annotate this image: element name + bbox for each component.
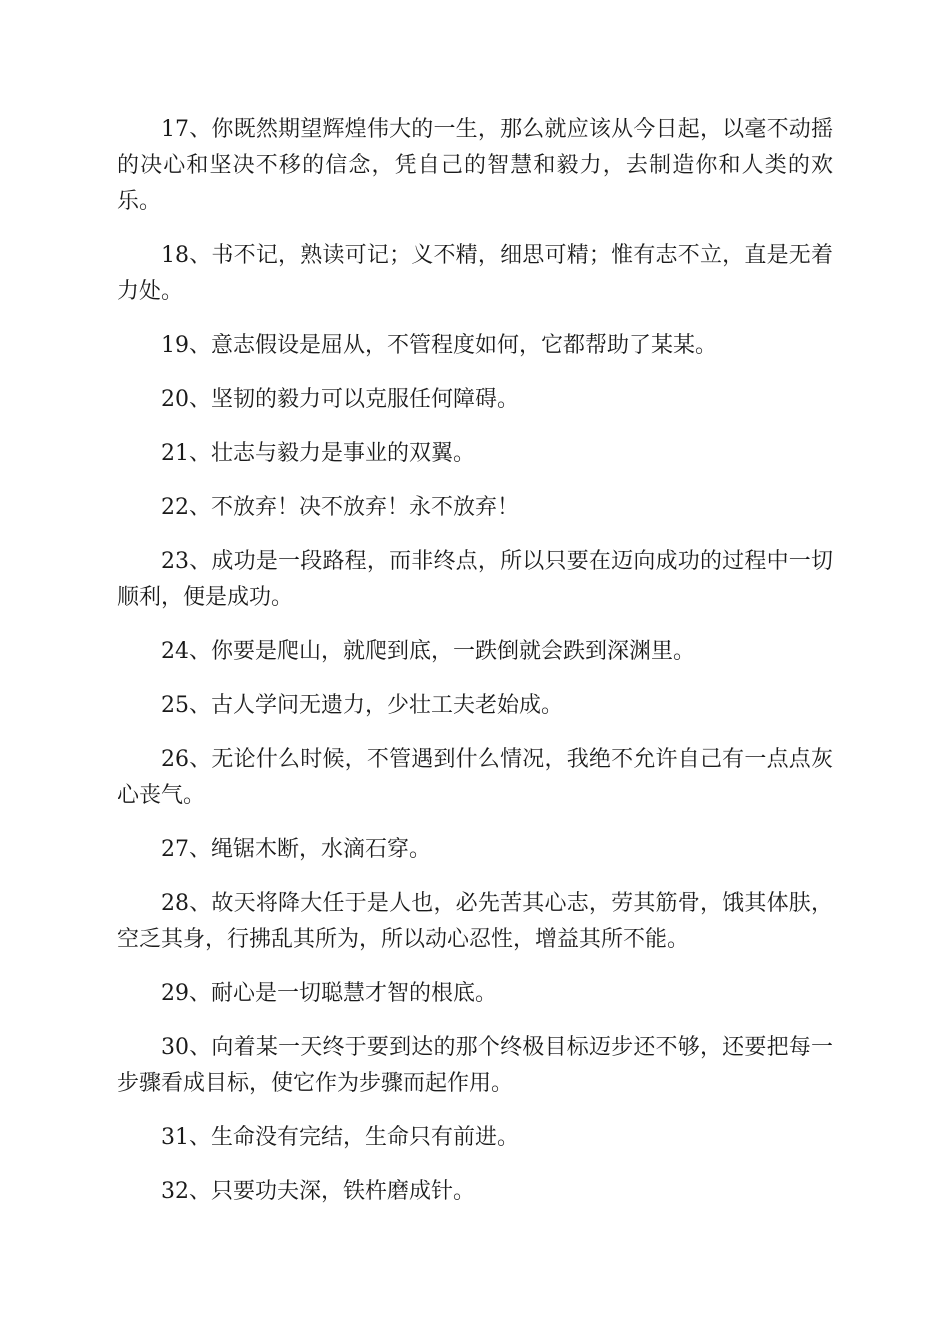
quote-25: 25、古人学问无遗力，少壮工夫老始成。 (161, 693, 563, 718)
quote-31: 31、生命没有完结，生命只有前进。 (161, 1125, 519, 1150)
document-page (117, 112, 833, 1228)
quote-19: 19、意志假设是屈从，不管程度如何，它都帮助了某某。 (161, 333, 717, 358)
quote-29: 29、耐心是一切聪慧才智的根底。 (161, 981, 497, 1006)
quote-32: 32、只要功夫深，铁杵磨成针。 (161, 1179, 475, 1204)
quote-24: 24、你要是爬山，就爬到底，一跌倒就会跌到深渊里。 (161, 639, 695, 664)
quote-30: 30、向着某一天终于要到达的那个终极目标迈步还不够，还要把每一步骤看成目标，使它作为步骤而起作用。 (117, 1035, 833, 1096)
quote-22: 22、不放弃！决不放弃！永不放弃！ (161, 495, 519, 520)
quote-27: 27、绳锯木断，水滴石穿。 (161, 837, 431, 862)
quote-18: 18、书不记，熟读可记；义不精，细思可精；惟有志不立，直是无着力处。 (117, 243, 833, 304)
quote-28: 28、故天将降大任于是人也，必先苦其心志，劳其筋骨，饿其体肤，空乏其身，行拂乱其所为，所以动心忍性，增益其所不能。 (117, 891, 833, 952)
quote-20: 20、坚韧的毅力可以克服任何障碍。 (161, 387, 519, 412)
quote-23: 23、成功是一段路程，而非终点，所以只要在迈向成功的过程中一切顺利，便是成功。 (117, 549, 833, 610)
quote-17: 17、你既然期望辉煌伟大的一生，那么就应该从今日起，以毫不动摇的决心和坚决不移的信念，凭自己的智慧和毅力，去制造你和人类的欢乐。 (117, 117, 833, 214)
quote-26: 26、无论什么时候，不管遇到什么情况，我绝不允许自己有一点点灰心丧气。 (117, 747, 833, 808)
quote-21: 21、壮志与毅力是事业的双翼。 (161, 441, 475, 466)
